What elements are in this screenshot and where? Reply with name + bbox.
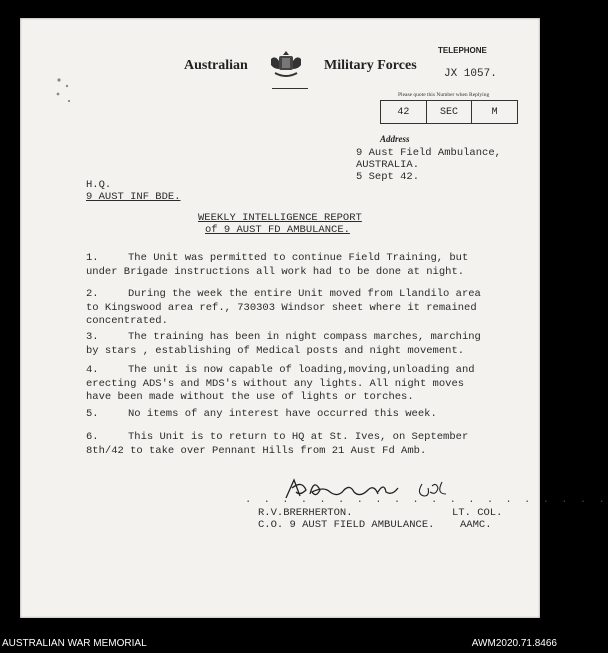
- paragraph-text: concentrated.: [86, 315, 168, 327]
- paragraph-2: [86, 288, 506, 329]
- coat-of-arms-emblem: [267, 49, 305, 79]
- signatory-corps: AAMC.: [460, 519, 492, 531]
- address-line: AUSTRALIA.: [356, 159, 420, 171]
- letterhead-rule: [272, 88, 308, 89]
- ink-marks: [53, 74, 83, 114]
- letterhead-left: Australian: [184, 58, 248, 73]
- report-subtitle: of 9 AUST FD AMBULANCE.: [205, 224, 350, 236]
- paragraph-text: 8th/42 to take over Pennant Hills from 21 Aust Fd Amb.: [86, 444, 427, 457]
- paragraph-number: 6.: [86, 431, 99, 443]
- reference-code: M: [491, 106, 498, 118]
- paragraph-text: The training has been in night compass marches, marching: [128, 331, 481, 343]
- paragraph-6: [86, 431, 506, 458]
- signatory-position: C.O. 9 AUST FIELD AMBULANCE.: [258, 519, 435, 531]
- recipient-unit: 9 AUST INF BDE.: [86, 191, 181, 203]
- reference-section: SEC: [427, 101, 473, 123]
- paragraph-number: 4.: [86, 364, 99, 376]
- paragraph-text: The unit is now capable of loading,moving,unloading and: [128, 364, 475, 376]
- paragraph-5: [86, 408, 506, 422]
- footer-accession-number: AWM2020.71.8466: [471, 638, 557, 649]
- address-label: Address: [380, 134, 410, 144]
- letterhead-right: Military Forces: [324, 58, 417, 73]
- paragraph-4: [86, 364, 506, 405]
- reply-note: Please quote this Number when Replying: [398, 92, 490, 98]
- signatory-name: R.V.BRERHERTON.: [258, 507, 353, 519]
- paragraph-text: The Unit was permitted to continue Field Training, but: [128, 252, 469, 264]
- paragraph-text: under Brigade instructions all work had to be done at night.: [86, 265, 465, 278]
- paragraph-text: by stars , establishing of Medical posts and night movement.: [86, 344, 465, 357]
- paragraph-number: 3.: [86, 331, 99, 343]
- telephone-label: TELEPHONE: [438, 46, 487, 55]
- signatory-rank: LT. COL.: [452, 507, 503, 519]
- paragraph-text: to Kingswood area ref., 730303 Windsor sheet where it remained: [86, 301, 477, 314]
- paragraph-text: erecting ADS's and MDS's without any lights. All night moves: [86, 377, 465, 390]
- address-date: 5 Sept 42.: [356, 171, 420, 183]
- recipient-line: H.Q.: [86, 179, 112, 191]
- paragraph-number: 2.: [86, 288, 99, 300]
- paragraph-number: 1.: [86, 252, 99, 264]
- paragraph-text: have been made without the use of lights or torches.: [86, 391, 414, 403]
- telephone-number: JX 1057.: [444, 68, 497, 80]
- report-title: WEEKLY INTELLIGENCE REPORT: [198, 212, 362, 224]
- reference-box: [380, 100, 518, 124]
- paragraph-number: 5.: [86, 408, 99, 420]
- signature-dots: . . . . . . . . . . . . . . . . . . . .: [245, 494, 608, 506]
- footer-institution: AUSTRALIAN WAR MEMORIAL: [2, 638, 147, 649]
- reference-number: 42: [381, 101, 427, 123]
- paragraph-3: [86, 331, 506, 358]
- paragraph-text: During the week the entire Unit moved from Llandilo area: [128, 288, 481, 300]
- paragraph-text: This Unit is to return to HQ at St. Ives, on September: [128, 431, 469, 443]
- address-line: 9 Aust Field Ambulance,: [356, 147, 501, 159]
- paragraph-1: [86, 252, 506, 279]
- paragraph-text: No items of any interest have occurred this week.: [128, 408, 437, 420]
